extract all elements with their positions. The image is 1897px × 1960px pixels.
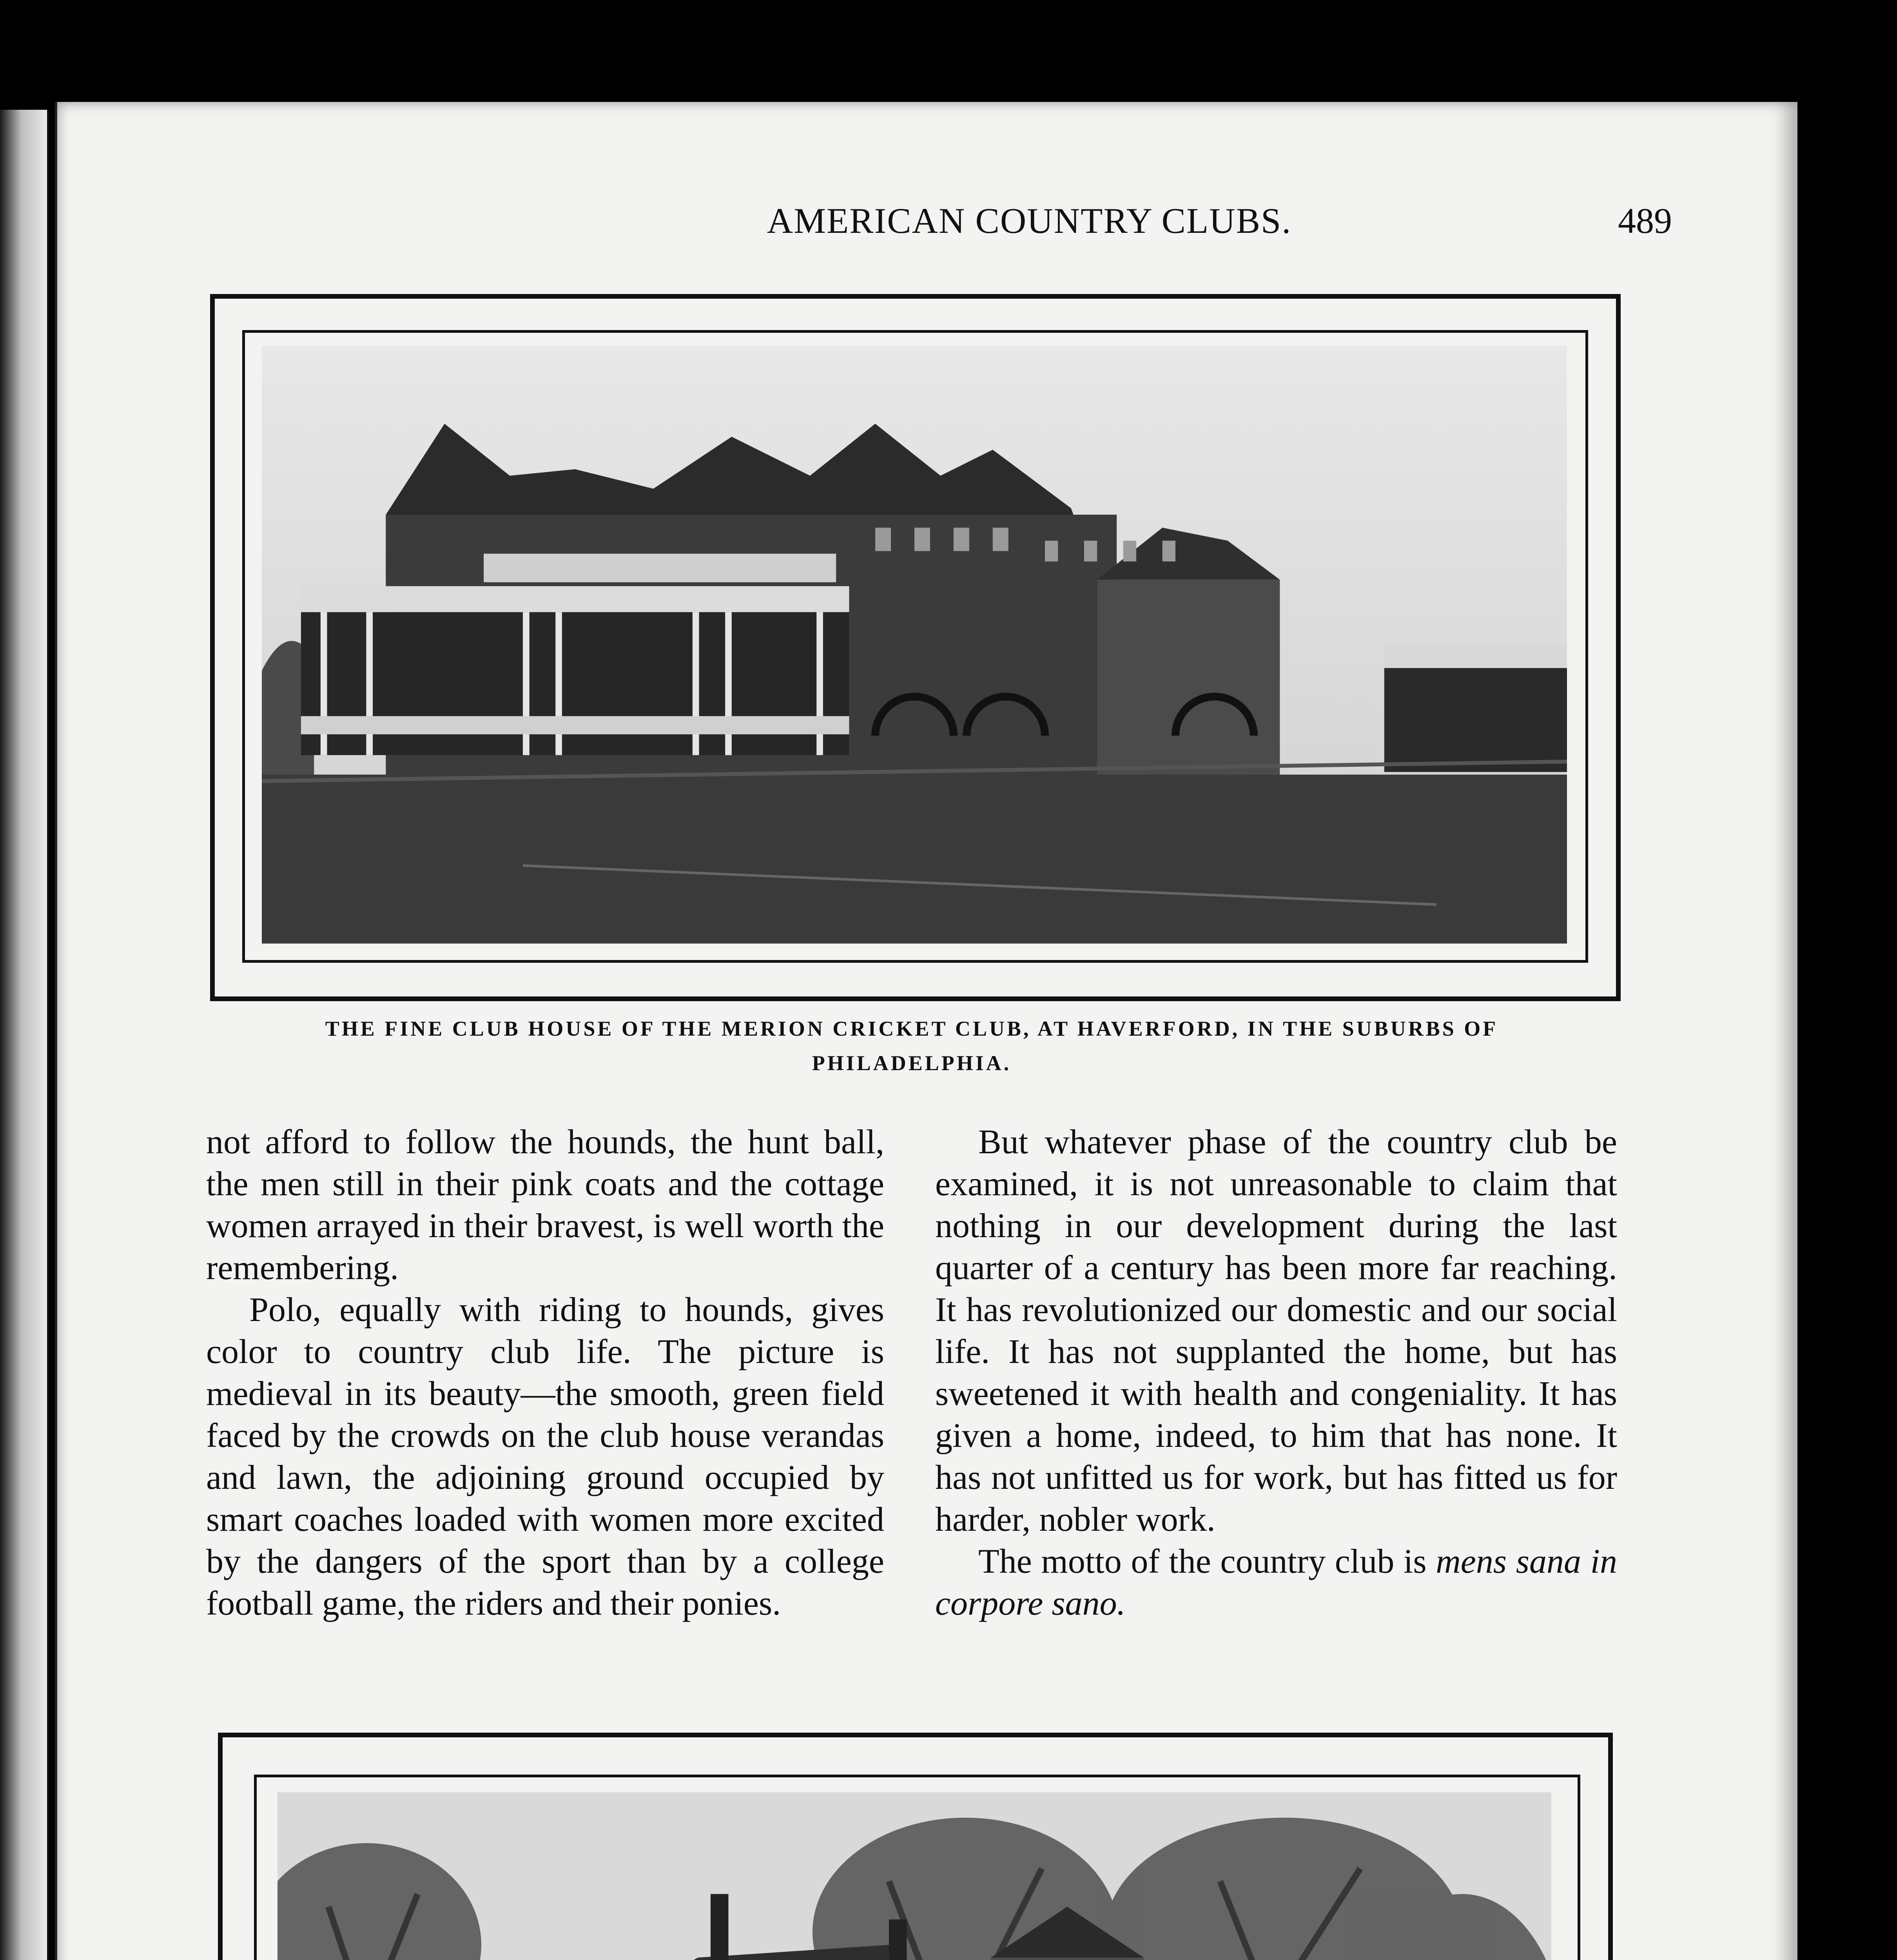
left-paragraph-2: Polo, equally with riding to hounds, gives color to country club life. The picture is medieval in its beauty—the smooth, green field faced by the crowds on the club house verandas and lawn, the adjoining ground occupied by smart coaches loaded with women more excited by the dangers of the sport than by a college football game, the riders and their ponies. [206,1291,884,1622]
page-number: 489 [1618,201,1672,241]
figure-1-frame [210,294,1621,1001]
right-paragraph-1: But whatever phase of the country club be examined, it is not unreasonable to claim that nothing in our development during the last quarter of a century has been more far reaching. It has revolutionized our domestic and our social life. It has not supplanted the home, but has sweetened it with health and congeniality. It has given a home, indeed, to him that has none. It has not unfitted us for work, but has fitted us for harder, nobler work. [935,1123,1617,1539]
brookline-country-club-photo [277,1792,1551,1960]
magazine-page [55,102,1797,1960]
right-text-column [935,1121,1617,1624]
motto-latin: mens sana in corpore sano. [935,1543,1617,1622]
right-paragraph-2 [935,1541,1617,1624]
figure-1-caption [222,1011,1601,1080]
left-paragraph-1: not afford to follow the hounds, the hunt ball, the men still in their pink coats and the cottage women arrayed in their bravest, is well worth the remembering. [206,1123,884,1287]
left-page-edge [0,110,49,1960]
figure-1-caption-line2: PHILADELPHIA. [812,1051,1012,1075]
figure-2-frame [218,1733,1613,1960]
motto-lead-in: The motto of the country club is [978,1543,1427,1581]
merion-cricket-club-photo [262,346,1567,944]
running-head: AMERICAN COUNTRY CLUBS. [767,201,1292,241]
left-text-column [206,1121,884,1624]
figure-1-caption-line1: THE FINE CLUB HOUSE OF THE MERION CRICKET CLUB, AT HAVERFORD, IN THE SUBURBS OF [325,1017,1498,1040]
